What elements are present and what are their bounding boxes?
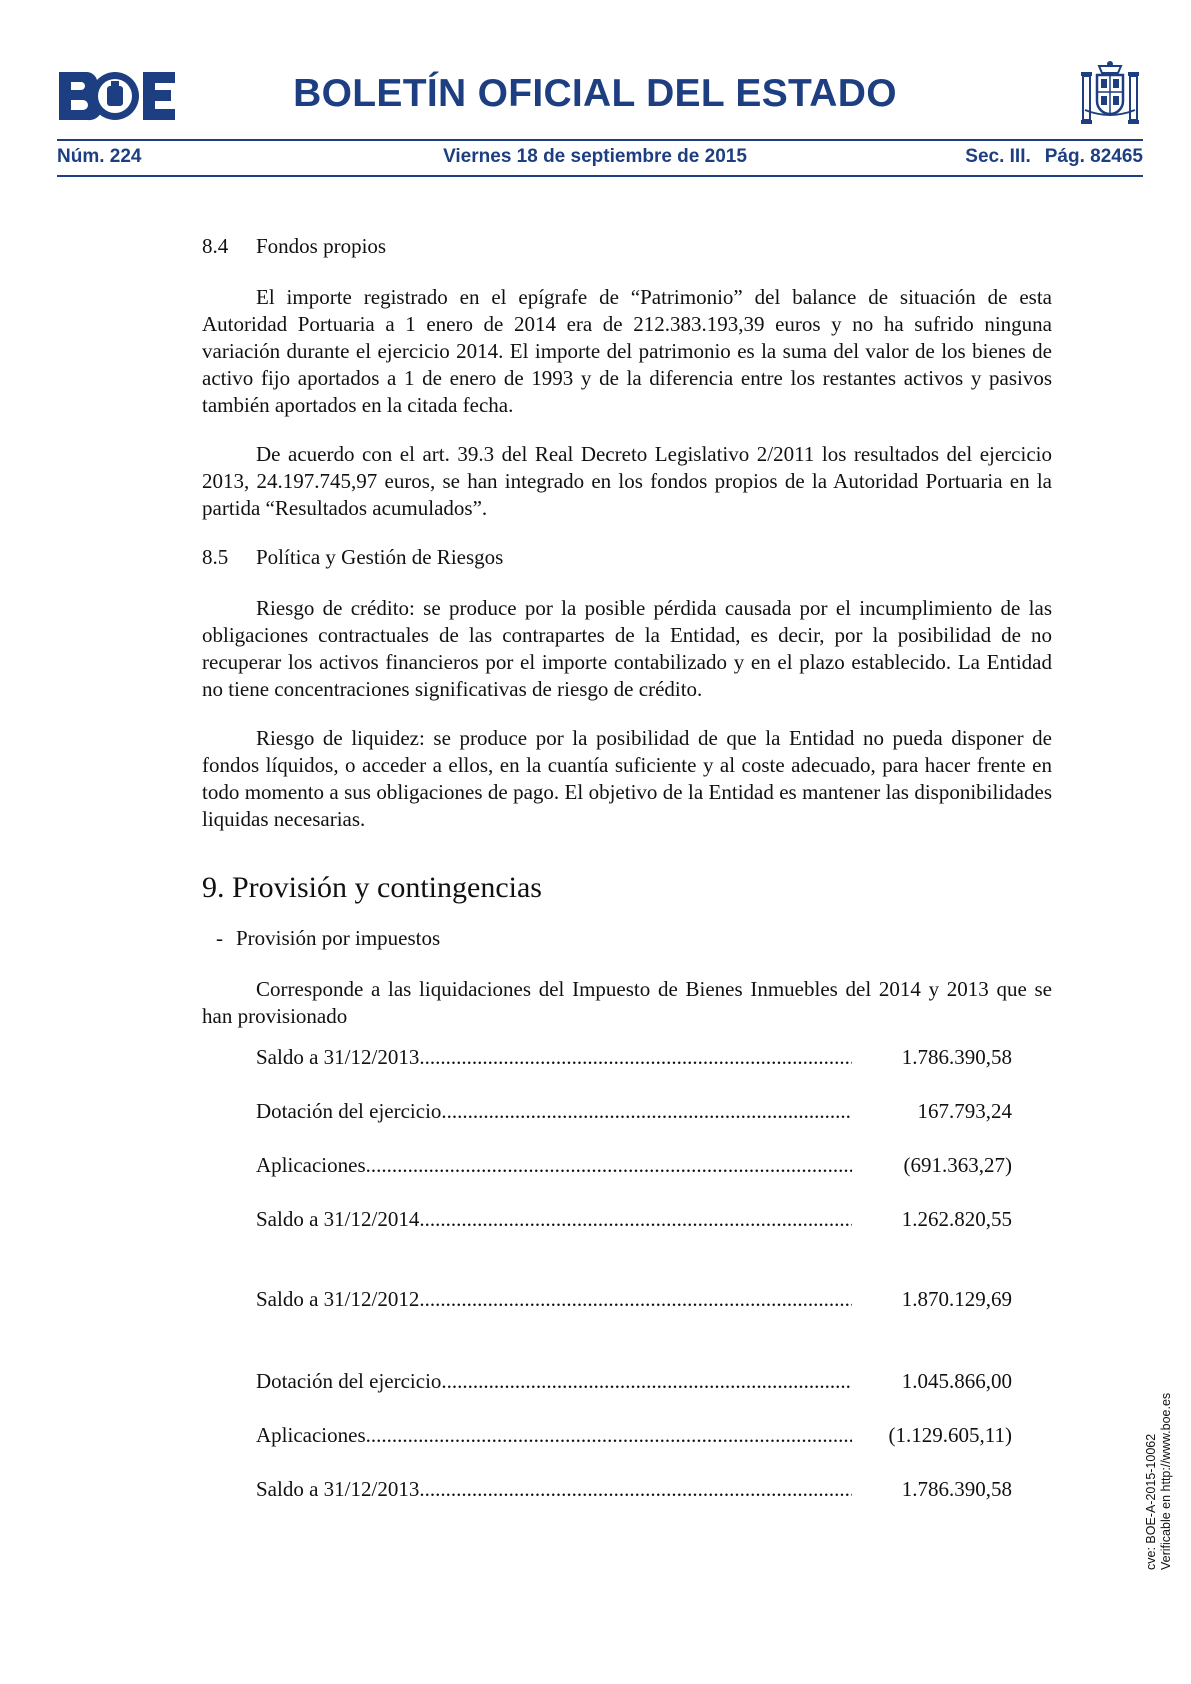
- provision-line: [256, 1152, 1012, 1206]
- line-label: Aplicaciones: [256, 1423, 366, 1447]
- line-label: Dotación del ejercicio: [256, 1369, 442, 1393]
- bullet-dash: -: [216, 926, 223, 950]
- section-heading-8-4: [202, 233, 1052, 260]
- line-value: 1.786.390,58: [901, 1045, 1012, 1069]
- boe-logo: [57, 70, 177, 122]
- header-rule-top: [57, 139, 1143, 141]
- leader-dots: [419, 1044, 852, 1071]
- paragraph: Riesgo de crédito: se produce por la posible pérdida causada por el incumplimiento de las obligaciones contractuales de las contrapartes de la Entidad, es decir, por la posibilidad de no recuperar los activos financieros por el importe contabilizado y en el plazo establecido. La Entidad no tiene concentraciones significativas de riesgo de crédito.: [202, 596, 1052, 701]
- line-value: 1.870.129,69: [901, 1287, 1012, 1311]
- verification-note: [1144, 1310, 1174, 1570]
- section-label: Sec. III.: [965, 146, 1031, 167]
- line-value: 1.786.390,58: [901, 1477, 1012, 1501]
- leader-dots: [366, 1422, 852, 1449]
- line-label: Dotación del ejercicio: [256, 1099, 442, 1123]
- section-number: 8.5: [202, 545, 229, 569]
- section-heading-8-5: [202, 544, 1052, 571]
- bullet-item: [216, 925, 1052, 952]
- provision-line: [256, 1422, 1012, 1476]
- verification-link[interactable]: Verificable en http://www.boe.es: [1159, 1392, 1173, 1570]
- issue-date: Viernes 18 de septiembre de 2015: [443, 146, 747, 167]
- line-value: (1.129.605,11): [888, 1423, 1012, 1447]
- paragraph: Riesgo de liquidez: se produce por la posibilidad de que la Entidad no pueda disponer de fondos líquidos, o acceder a ellos, en la cuantía suficiente y al coste adecuado, para hacer frente en todo momento a sus obligaciones de pago. El objetivo de la Entidad es mantener las disponibilidades liquidas necesarias.: [202, 726, 1052, 831]
- leader-dots: [419, 1476, 852, 1503]
- leader-dots: [366, 1152, 852, 1179]
- provision-line: [256, 1286, 1012, 1340]
- line-label: Saldo a 31/12/2012: [256, 1287, 420, 1311]
- provision-line: [256, 1044, 1012, 1098]
- bullet-text: Provisión por impuestos: [236, 926, 441, 950]
- leader-dots: [419, 1286, 852, 1313]
- leader-dots: [441, 1098, 852, 1125]
- document-body: [202, 233, 1052, 1530]
- leader-dots: [419, 1206, 852, 1233]
- leader-dots: [441, 1368, 852, 1395]
- paragraph: El importe registrado en el epígrafe de “Patrimonio” del balance de situación de esta Autoridad Portuaria a 1 enero de 2014 era de 212.383.193,39 euros y no ha sufrido ninguna variación durante el ejercicio 2014. El importe del patrimonio es la suma del valor de los bienes de activo fijo aportados a 1 de enero de 1993 y de la diferencia entre los restantes activos y pasivos también aportados en la citada fecha.: [202, 285, 1052, 417]
- line-label: Saldo a 31/12/2014: [256, 1207, 420, 1231]
- section-heading-9: 9. Provisión y contingencias: [202, 871, 542, 904]
- section-page: [951, 146, 1143, 168]
- paragraph: Corresponde a las liquidaciones del Impuesto de Bienes Inmuebles del 2014 y 2013 que se han provisionado: [202, 977, 1052, 1028]
- provision-line: [256, 1476, 1012, 1530]
- provision-line: [256, 1206, 1012, 1260]
- site-title: BOLETÍN OFICIAL DEL ESTADO: [293, 72, 897, 115]
- line-label: Saldo a 31/12/2013: [256, 1477, 420, 1501]
- line-label: Aplicaciones: [256, 1153, 366, 1177]
- spacer: [256, 1340, 1012, 1368]
- line-value: 1.262.820,55: [901, 1207, 1012, 1231]
- section-number: 8.4: [202, 234, 229, 258]
- cve-code: cve: BOE-A-2015-10062: [1144, 1433, 1158, 1570]
- provision-table: [256, 1044, 1012, 1530]
- provision-line: [256, 1098, 1012, 1152]
- provision-line: [256, 1368, 1012, 1422]
- header-rule-bottom: [57, 175, 1143, 177]
- section-title: Política y Gestión de Riesgos: [256, 545, 504, 569]
- section-title: Fondos propios: [256, 234, 387, 258]
- paragraph: De acuerdo con el art. 39.3 del Real Decreto Legislativo 2/2011 los resultados del ejercicio 2013, 24.197.745,97 euros, se han integrado en los fondos propios de la Autoridad Portuaria en la partida “Resultados acumulados”.: [202, 442, 1052, 520]
- issue-number: Núm. 224: [57, 146, 142, 167]
- spacer: [256, 1260, 1012, 1286]
- page-number: Pág. 82465: [1044, 146, 1143, 167]
- line-value: (691.363,27): [903, 1153, 1012, 1177]
- line-value: 1.045.866,00: [901, 1369, 1012, 1393]
- line-value: 167.793,24: [917, 1099, 1012, 1123]
- line-label: Saldo a 31/12/2013: [256, 1045, 420, 1069]
- coat-of-arms-icon: [1077, 60, 1143, 130]
